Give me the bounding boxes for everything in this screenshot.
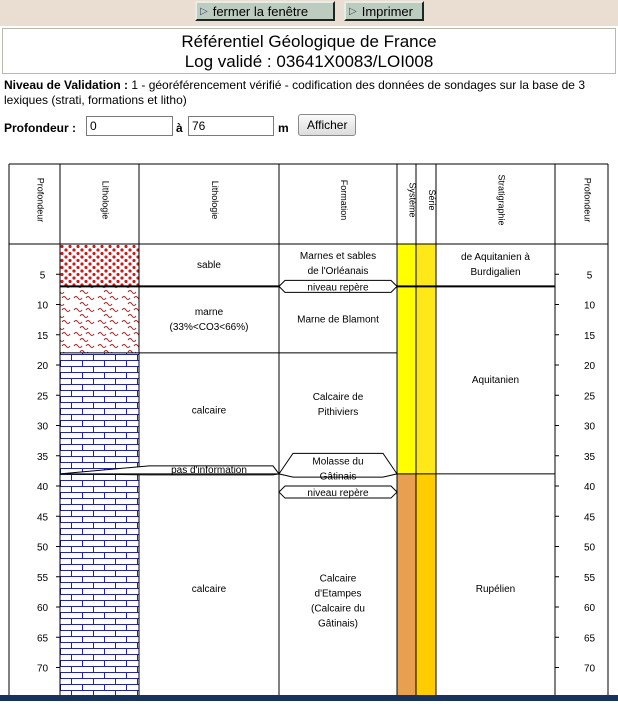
depth-tick-label-left: 60 xyxy=(36,603,49,614)
depth-from-input[interactable] xyxy=(86,116,173,136)
validation-text: 1 - géoréférencement vérifié - codification des données de sondages sur la base de 3 lexiques (strati, formations et litho) xyxy=(4,78,585,107)
lithology-label: (33%<CO3<66%) xyxy=(169,322,249,334)
stratigraphy-label: Burdigalien xyxy=(470,267,521,279)
play-triangle-icon: ▷ xyxy=(200,5,208,17)
depth-tick-label-left: 70 xyxy=(36,663,49,675)
marker-label: niveau repère xyxy=(307,282,369,294)
marker-label: niveau repère xyxy=(307,488,369,500)
system-band xyxy=(397,244,416,474)
depth-tick-label-right: 70 xyxy=(583,663,596,675)
lithology-pattern xyxy=(60,353,139,474)
column-header: Profondeur xyxy=(582,177,593,223)
display-button[interactable]: Afficher xyxy=(298,114,356,136)
formation-label: Marnes et sables xyxy=(299,250,377,262)
bottom-border xyxy=(0,695,618,701)
depth-tick-label-left: 50 xyxy=(36,542,49,554)
formation-label: d'Etampes xyxy=(314,588,362,600)
depth-tick-label-right: 15 xyxy=(583,330,596,342)
column-header: Stratigraphie xyxy=(496,174,507,226)
depth-tick-label-right: 35 xyxy=(583,451,596,463)
log-identifier: Log validé : 03641X0083/LOI008 xyxy=(184,52,434,71)
formation-label: Gâtinais) xyxy=(317,618,359,630)
depth-tick-label-left: 30 xyxy=(36,421,49,433)
column-header: Système xyxy=(407,182,418,218)
depth-tick-label-left: 65 xyxy=(36,633,49,645)
depth-tick-label-left: 20 xyxy=(36,361,49,372)
column-header: Formation xyxy=(339,179,349,221)
print-label: Imprimer xyxy=(361,3,413,19)
depth-tick-label-right: 25 xyxy=(583,391,596,403)
column-header: Lithologie xyxy=(100,180,111,220)
column-header: Profondeur xyxy=(35,177,46,223)
series-band xyxy=(416,474,436,701)
formation-label: Calcaire xyxy=(319,573,357,585)
top-toolbar xyxy=(0,0,618,26)
depth-tick-label-right: 20 xyxy=(583,361,596,372)
formation-label: Molasse du xyxy=(312,456,364,468)
lithology-pattern xyxy=(60,244,139,286)
depth-tick-label-right: 10 xyxy=(583,300,596,312)
depth-label: Profondeur : xyxy=(4,121,76,135)
stratigraphy-label: Aquitanien xyxy=(471,375,520,387)
close-window-label: fermer la fenêtre xyxy=(212,3,309,19)
validation-label: Niveau de Validation : xyxy=(4,78,129,92)
formation-label: de l'Orléanais xyxy=(307,265,369,277)
lithology-label: calcaire xyxy=(191,405,227,417)
lithology-label: calcaire xyxy=(191,583,227,595)
depth-tick-label-left: 5 xyxy=(39,270,46,282)
series-band xyxy=(416,244,436,474)
depth-tick-label-left: 25 xyxy=(36,391,49,403)
depth-tick-label-right: 5 xyxy=(586,270,593,282)
depth-to-input[interactable] xyxy=(188,116,274,136)
formation-label: Gâtinais xyxy=(319,471,357,483)
depth-tick-label-right: 60 xyxy=(583,603,596,614)
depth-tick-label-right: 30 xyxy=(583,421,596,433)
formation-label: Pithiviers xyxy=(317,406,359,418)
depth-to-label: à xyxy=(176,121,183,135)
lithology-note-label: pas d'information xyxy=(171,464,247,476)
column-header: Série xyxy=(427,189,437,211)
depth-tick-label-left: 55 xyxy=(36,572,49,584)
depth-tick-label-left: 10 xyxy=(36,300,49,312)
stratigraphy-label: de Aquitanien à xyxy=(461,252,530,264)
play-triangle-icon: ▷ xyxy=(349,5,357,17)
lithology-label: marne xyxy=(194,307,224,319)
depth-tick-label-left: 35 xyxy=(36,451,49,463)
depth-tick-label-right: 45 xyxy=(583,512,596,524)
depth-unit-label: m xyxy=(278,121,289,135)
depth-tick-label-left: 15 xyxy=(36,330,49,342)
depth-tick-label-right: 65 xyxy=(583,633,596,645)
page-title: Référentiel Géologique de France xyxy=(181,32,437,51)
depth-tick-label-right: 50 xyxy=(583,542,596,554)
close-window-button[interactable] xyxy=(195,1,335,21)
lithology-pattern xyxy=(60,286,139,353)
depth-tick-label-right: 55 xyxy=(583,572,596,584)
lithology-label: sable xyxy=(197,260,221,272)
formation-label: Calcaire de xyxy=(312,391,364,403)
validation-level xyxy=(4,78,614,108)
depth-tick-label-left: 45 xyxy=(36,512,49,524)
formation-label: (Calcaire du xyxy=(311,603,365,615)
title-box xyxy=(2,28,616,74)
formation-label: Marne de Blamont xyxy=(297,314,379,326)
column-header: Lithologie xyxy=(210,180,220,220)
depth-tick-label-left: 40 xyxy=(36,482,49,493)
stratigraphy-label: Rupélien xyxy=(475,583,516,595)
depth-tick-label-right: 40 xyxy=(583,482,596,493)
lithology-pattern xyxy=(60,474,139,701)
geological-log xyxy=(0,150,618,701)
print-button[interactable] xyxy=(344,1,424,21)
system-band xyxy=(397,474,416,701)
depth-filter xyxy=(4,116,614,140)
